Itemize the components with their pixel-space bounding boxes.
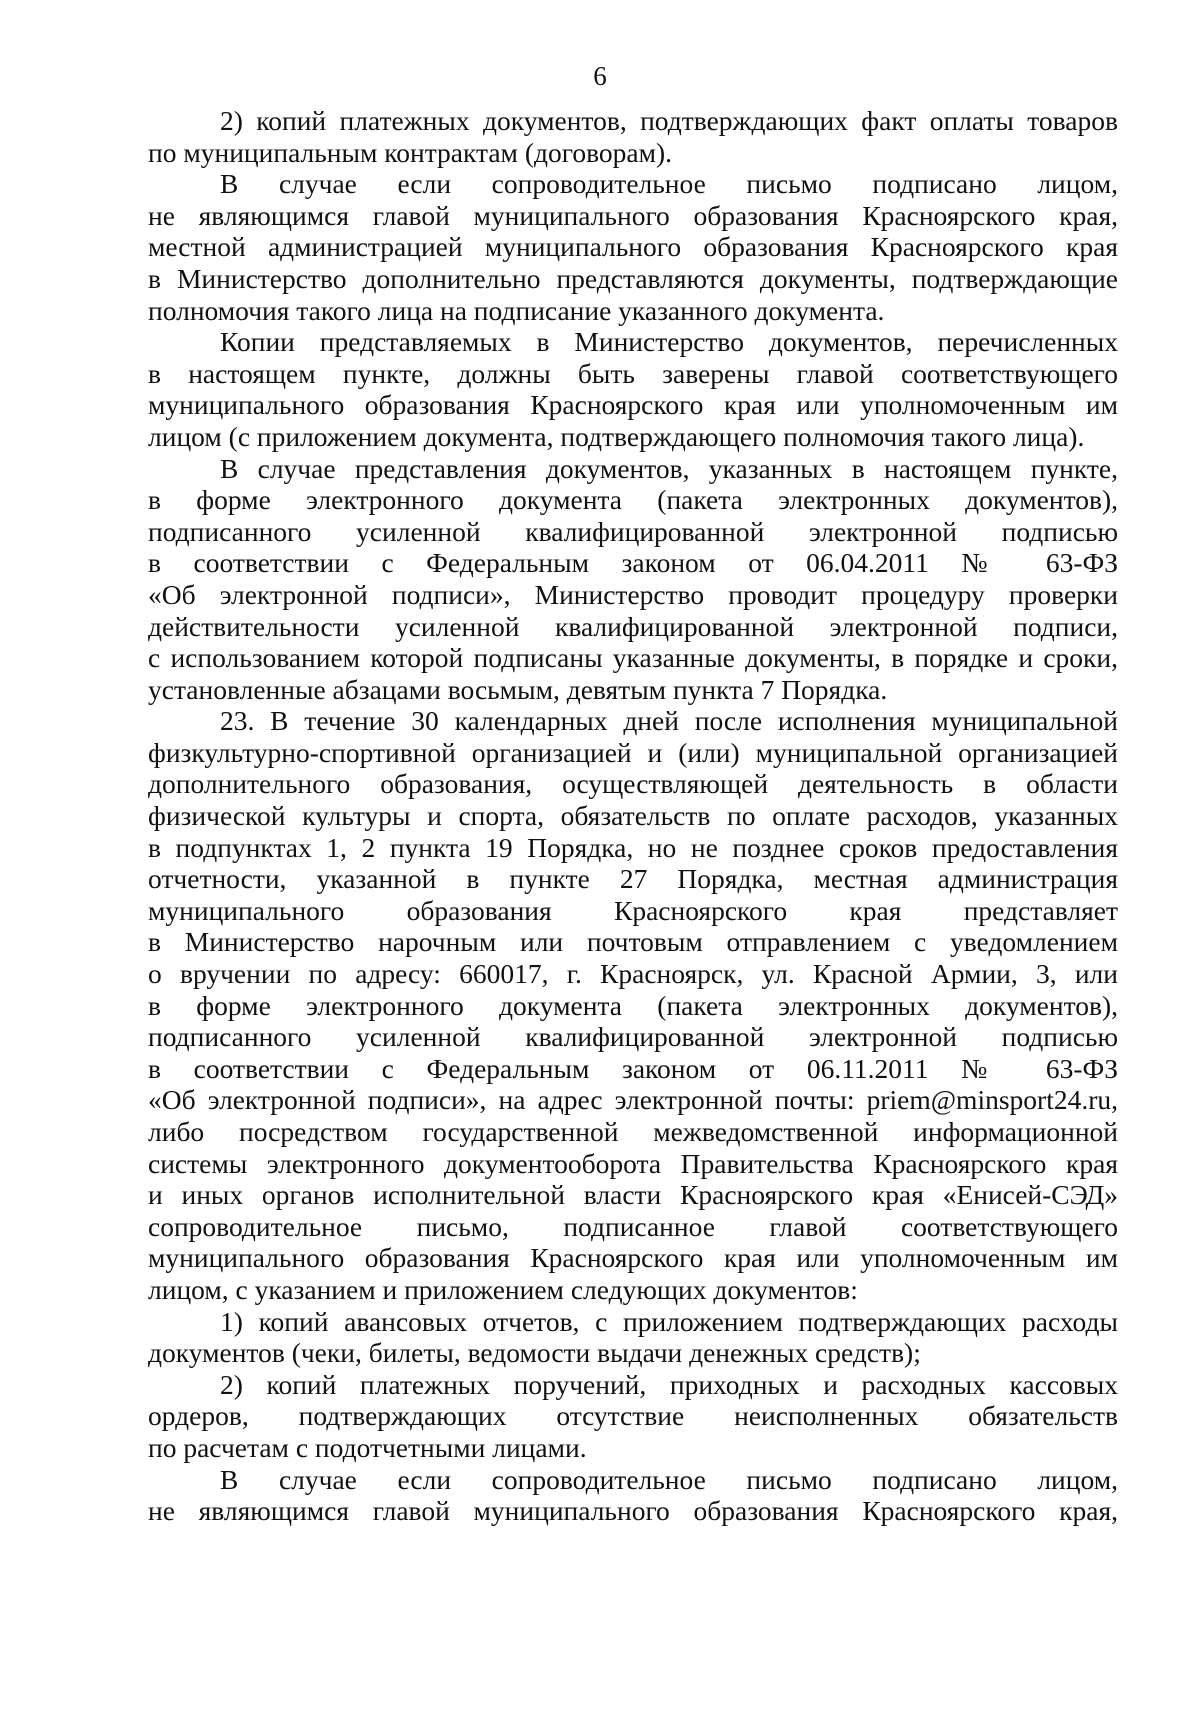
- text-line: подписанного усиленной квалифицированной электронной подписью: [148, 1021, 1118, 1053]
- text-line: физкультурно-спортивной организацией и (или) муниципальной организацией: [148, 736, 1118, 768]
- text-line: либо посредством государственной межведомственной информационной: [148, 1116, 1118, 1147]
- text-line: ордеров, подтверждающих отсутствие неисполненных обязательств: [148, 1400, 1118, 1432]
- text-line: подписанного усиленной квалифицированной электронной подписью: [148, 515, 1118, 547]
- text-line: по муниципальным контрактам (договорам).: [148, 136, 673, 168]
- text-line: по расчетам с подотчетными лицами.: [148, 1431, 587, 1463]
- text-line: В случае если сопроводительное письмо подписано лицом,: [220, 1463, 1118, 1495]
- text-line: «Об электронной подписи», Министерство проводит процедуру проверки: [148, 578, 1118, 610]
- text-line: документов (чеки, билеты, ведомости выдачи денежных средств);: [148, 1337, 921, 1369]
- page-number: 6: [593, 61, 607, 91]
- text-line: в форме электронного документа (пакета электронных документов),: [148, 484, 1118, 516]
- text-line: муниципального образования Красноярского края или уполномоченным им: [148, 389, 1118, 421]
- text-line: не являющимся главой муниципального образования Красноярского края,: [148, 1495, 1118, 1527]
- text-line: и иных органов исполнительной власти Красноярского края «Енисей-СЭД»: [148, 1179, 1118, 1211]
- text-line: муниципального образования Красноярского края или уполномоченным им: [148, 1242, 1118, 1274]
- text-line: действительности усиленной квалифицированной электронной подписи,: [148, 610, 1118, 642]
- text-line: в настоящем пункте, должны быть заверены главой соответствующего: [148, 357, 1118, 389]
- text-line: в соответствии с Федеральным законом от 06.11.2011 № 63-ФЗ: [148, 1052, 1118, 1084]
- text-line: в форме электронного документа (пакета электронных документов),: [148, 989, 1118, 1021]
- text-line: В случае представления документов, указанных в настоящем пункте,: [220, 452, 1118, 484]
- text-line: физической культуры и спорта, обязательств по оплате расходов, указанных: [148, 800, 1118, 832]
- document-body: [148, 105, 1118, 1527]
- text-line: отчетности, указанной в пункте 27 Порядка, местная администрация: [148, 863, 1118, 895]
- text-line: лицом, с указанием и приложением следующих документов:: [148, 1273, 858, 1305]
- text-line: дополнительного образования, осуществляющей деятельность в области: [148, 768, 1118, 800]
- text-line: в Министерство нарочным или почтовым отправлением с уведомлением: [148, 926, 1118, 958]
- text-line: с использованием которой подписаны указанные документы, в порядке и сроки,: [148, 642, 1118, 674]
- text-line: сопроводительное письмо, подписанное главой соответствующего: [148, 1210, 1118, 1242]
- text-line: о вручении по адресу: 660017, г. Красноярск, ул. Красной Армии, 3, или: [148, 958, 1118, 990]
- text-line: 2) копий платежных поручений, приходных и расходных кассовых: [220, 1368, 1118, 1400]
- text-line: муниципального образования Красноярского края представляет: [148, 894, 1118, 926]
- text-line: местной администрацией муниципального образования Красноярского края: [148, 231, 1118, 263]
- text-line: в Министерство дополнительно представляются документы, подтверждающие: [148, 262, 1118, 294]
- text-line: 23. В течение 30 календарных дней после исполнения муниципальной: [220, 705, 1118, 737]
- text-line: 1) копий авансовых отчетов, с приложением подтверждающих расходы: [220, 1305, 1118, 1337]
- text-line: В случае если сопроводительное письмо подписано лицом,: [220, 168, 1118, 200]
- text-line: в соответствии с Федеральным законом от 06.04.2011 № 63-ФЗ: [148, 547, 1118, 579]
- text-line: Копии представляемых в Министерство документов, перечисленных: [220, 326, 1118, 358]
- text-line: установленные абзацами восьмым, девятым пункта 7 Порядка.: [148, 673, 888, 705]
- text-line: полномочия такого лица на подписание указанного документа.: [148, 294, 885, 326]
- text-line: в подпунктах 1, 2 пункта 19 Порядка, но не позднее сроков предоставления: [148, 831, 1118, 863]
- text-line: 2) копий платежных документов, подтверждающих факт оплаты товаров: [220, 105, 1118, 136]
- text-line: лицом (с приложением документа, подтверждающего полномочия такого лица).: [148, 420, 1085, 452]
- text-line: системы электронного документооборота Правительства Красноярского края: [148, 1147, 1118, 1179]
- text-line: не являющимся главой муниципального образования Красноярского края,: [148, 199, 1118, 231]
- text-line: «Об электронной подписи», на адрес электронной почты: priem@minsport24.ru,: [148, 1084, 1118, 1116]
